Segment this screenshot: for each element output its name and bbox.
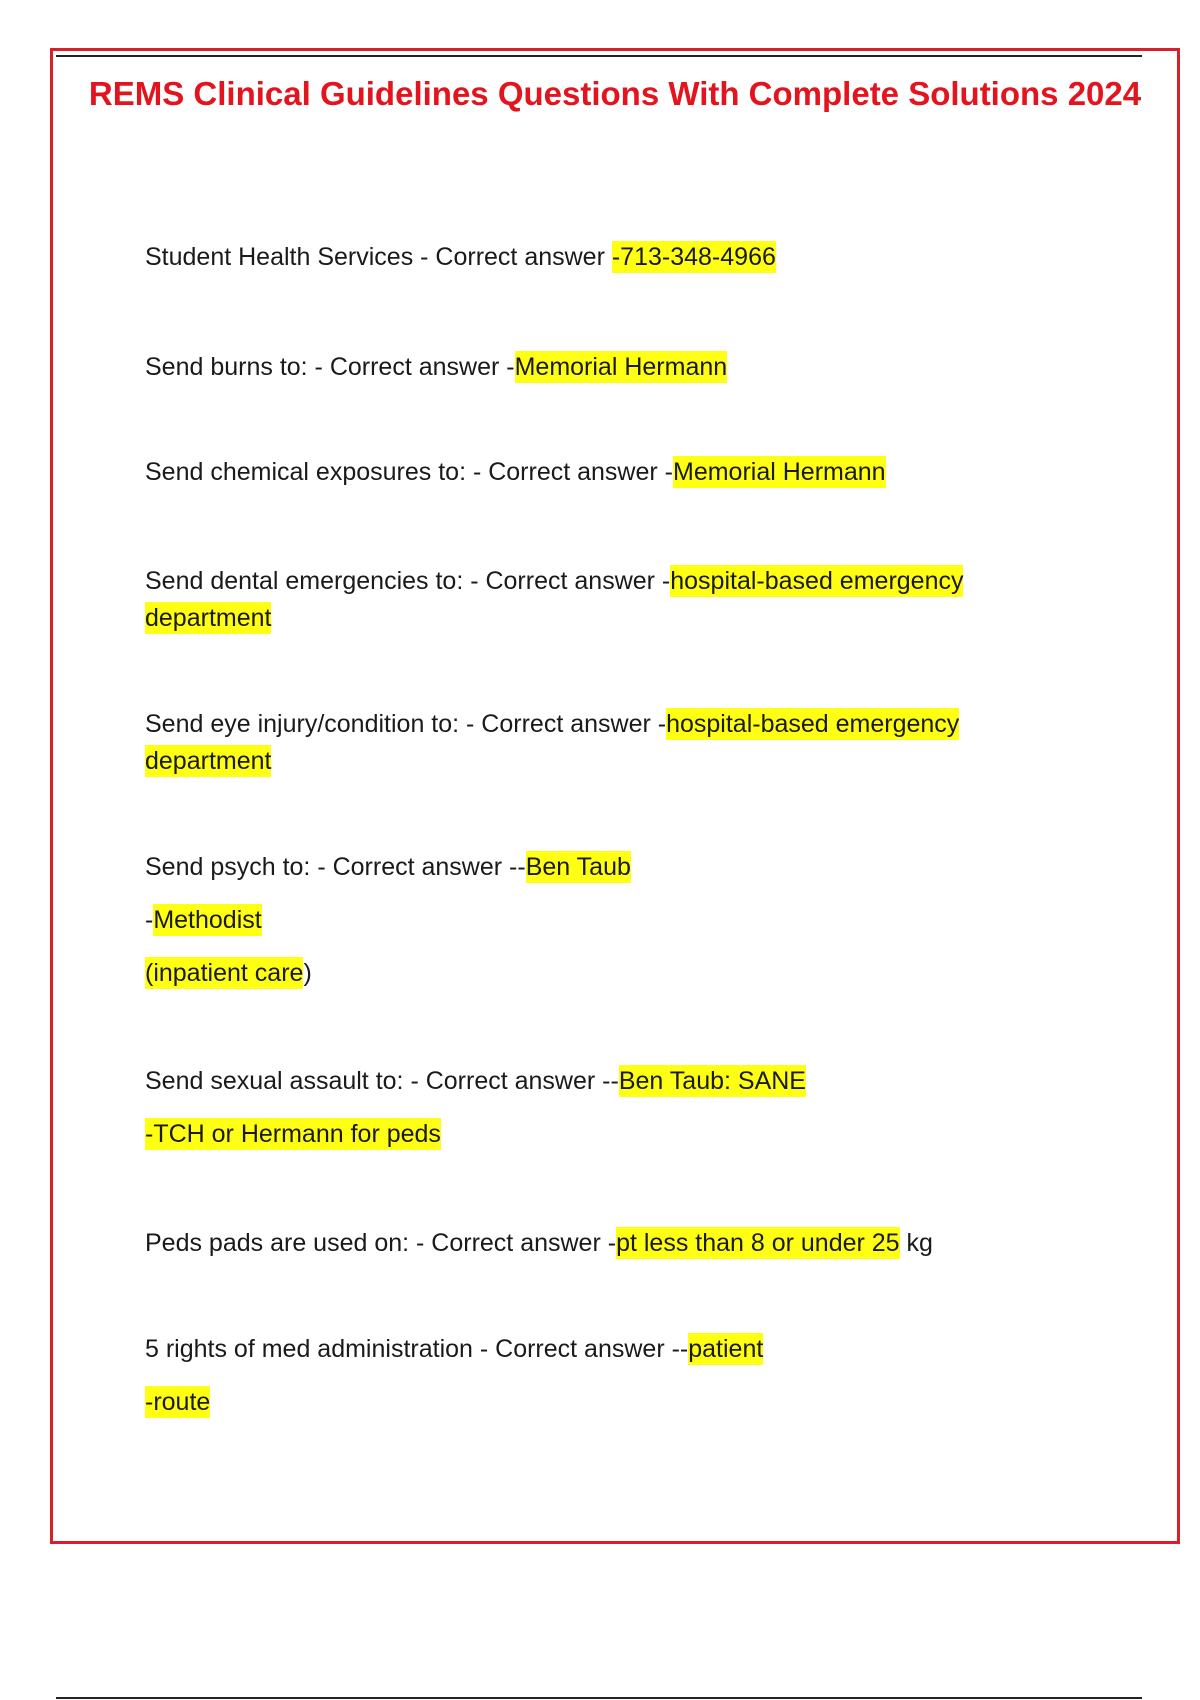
qa-line <box>145 706 1065 743</box>
qa-line <box>145 849 1065 902</box>
highlighted-answer: Memorial Hermann <box>514 353 728 381</box>
highlighted-answer: Ben Taub: SANE <box>618 1067 806 1095</box>
question-text: 5 rights of med administration - Correct answer -- <box>145 1335 689 1363</box>
highlighted-answer: hospital-based emergency <box>666 710 960 738</box>
highlighted-answer: -TCH or Hermann for peds <box>145 1120 441 1148</box>
qa-line <box>145 743 1065 780</box>
qa-line <box>145 454 1065 490</box>
qa-line <box>145 1384 1065 1437</box>
qa-item <box>145 454 1065 490</box>
question-text: Send burns to: - Correct answer - <box>145 353 515 381</box>
trailing-text: kg <box>899 1229 933 1257</box>
question-text: Send chemical exposures to: - Correct answer - <box>145 458 673 486</box>
qa-line <box>145 1331 1065 1384</box>
highlighted-answer: department <box>145 747 272 775</box>
qa-item <box>145 1331 1065 1437</box>
qa-line <box>145 1225 1065 1261</box>
highlighted-answer: Memorial Hermann <box>673 458 886 486</box>
highlighted-answer: department <box>145 604 272 632</box>
highlighted-answer: -route <box>145 1388 211 1416</box>
qa-item <box>145 563 1065 637</box>
qa-line <box>145 1063 1065 1116</box>
question-text: Send psych to: - Correct answer -- <box>145 853 526 881</box>
qa-line <box>145 349 1065 385</box>
qa-item <box>145 1063 1065 1169</box>
qa-item <box>145 849 1065 1008</box>
highlighted-answer: patient <box>688 1335 764 1363</box>
qa-line <box>145 600 1065 637</box>
highlighted-answer: hospital-based emergency <box>670 567 964 595</box>
highlighted-answer: Ben Taub <box>525 853 631 881</box>
bottom-rule <box>56 1697 1142 1699</box>
qa-item <box>145 1225 1065 1261</box>
question-text: Send eye injury/condition to: - Correct answer - <box>145 710 667 738</box>
question-text: Send sexual assault to: - Correct answer -- <box>145 1067 619 1095</box>
highlighted-answer: -713-348-4966 <box>611 243 776 271</box>
highlighted-answer: pt less than 8 or under 25 <box>616 1229 900 1257</box>
trailing-text: ) <box>303 959 312 987</box>
qa-item <box>145 239 1065 275</box>
qa-line <box>145 1116 1065 1169</box>
document-title: REMS Clinical Guidelines Questions With Complete Solutions 2024 <box>88 75 1142 112</box>
qa-line <box>145 902 1065 955</box>
highlighted-answer: (inpatient care <box>145 959 304 987</box>
highlighted-answer: Methodist <box>153 906 262 934</box>
question-text: Peds pads are used on: - Correct answer - <box>145 1229 617 1257</box>
qa-line <box>145 955 1065 1008</box>
qa-item <box>145 706 1065 780</box>
question-text: Send dental emergencies to: - Correct answer - <box>145 567 671 595</box>
qa-item <box>145 349 1065 385</box>
qa-line <box>145 563 1065 600</box>
qa-line <box>145 239 1065 275</box>
question-text: Student Health Services - Correct answer <box>145 243 612 271</box>
question-text: - <box>145 906 154 934</box>
